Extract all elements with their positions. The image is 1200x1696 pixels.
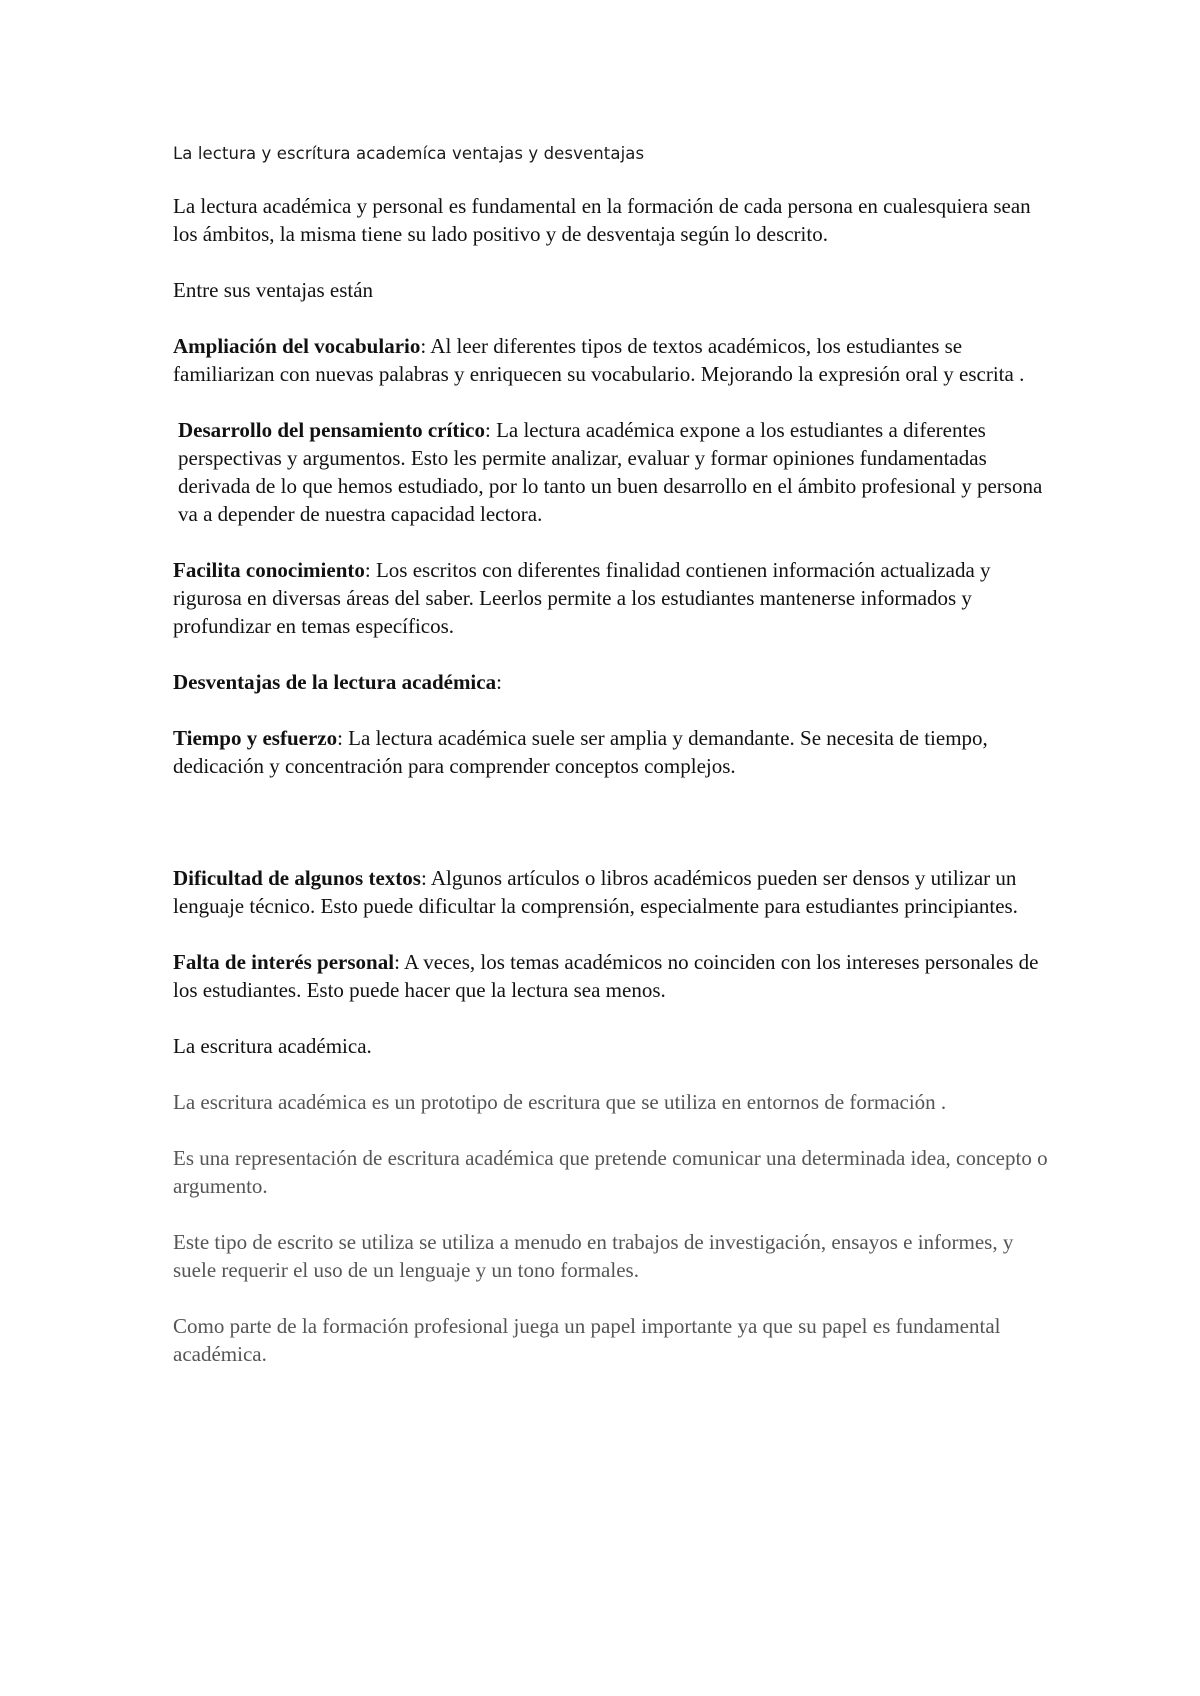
writing-paragraph: La escritura académica es un prototipo de escritura que se utiliza en entornos de formación . bbox=[173, 1090, 947, 1114]
writing-heading: La escritura académica. bbox=[173, 1034, 372, 1058]
document-body bbox=[173, 140, 1053, 1396]
disadvantage-text: : La lectura académica suele ser amplia y demandante. Se necesita de tiempo, dedicación y concentración para comprender conceptos complejos. bbox=[173, 726, 988, 778]
writing-paragraph: Como parte de la formación profesional juega un papel importante ya que su papel es fundamental académica. bbox=[173, 1314, 1001, 1366]
advantage-text: : Al leer diferentes tipos de textos académicos, los estudiantes se familiarizan con nuevas palabras y enriquecen su vocabulario. Mejorando la expresión oral y escrita . bbox=[173, 334, 1025, 386]
advantages-heading: Entre sus ventajas están bbox=[173, 278, 374, 302]
advantage-term: Facilita conocimiento bbox=[173, 558, 365, 582]
disadvantages-heading-term: Desventajas de la lectura académica bbox=[173, 670, 497, 694]
advantage-critical-thinking bbox=[173, 416, 1053, 528]
writing-paragraph: Es una representación de escritura académica que pretende comunicar una determinada idea, concepto o argumento. bbox=[173, 1146, 1048, 1198]
disadvantage-difficult-texts bbox=[173, 864, 1053, 920]
disadvantage-term: Tiempo y esfuerzo bbox=[173, 726, 338, 750]
intro-paragraph: La lectura académica y personal es fundamental en la formación de cada persona en cualesquiera sean los ámbitos, la misma tiene su lado positivo y de desventaja según lo descrito. bbox=[173, 194, 1031, 246]
disadvantage-lack-of-interest bbox=[173, 948, 1053, 1004]
document-title: La lectura y escrítura academíca ventajas y desventajas bbox=[173, 144, 645, 163]
disadvantage-text: : Algunos artículos o libros académicos pueden ser densos y utilizar un lenguaje técnico. Esto puede dificultar la comprensión, especialmente para estudiantes principiantes. bbox=[173, 866, 1018, 918]
disadvantages-heading bbox=[173, 668, 1053, 696]
advantage-knowledge bbox=[173, 556, 1053, 640]
disadvantage-term: Falta de interés personal bbox=[173, 950, 395, 974]
advantage-vocabulary bbox=[173, 332, 1053, 388]
writing-paragraph: Este tipo de escrito se utiliza se utiliza a menudo en trabajos de investigación, ensayos e informes, y suele requerir el uso de un lenguaje y un tono formales. bbox=[173, 1230, 1014, 1282]
advantage-term: Ampliación del vocabulario bbox=[173, 334, 421, 358]
disadvantages-heading-suffix: : bbox=[496, 670, 502, 694]
disadvantage-term: Dificultad de algunos textos bbox=[173, 866, 421, 890]
advantage-text: : Los escritos con diferentes finalidad contienen información actualizada y rigurosa en diversas áreas del saber. Leerlos permite a los estudiantes mantenerse informados y profundizar en temas específicos. bbox=[173, 558, 991, 638]
advantage-text: : La lectura académica expone a los estudiantes a diferentes perspectivas y argumentos. Esto les permite analizar, evaluar y formar opiniones fundamentadas derivada de lo que hemos estudiado, por lo tanto un buen desarrollo en el ámbito profesional y persona va a depender de nuestra capacidad lectora. bbox=[178, 418, 1043, 526]
disadvantage-text: : A veces, los temas académicos no coinciden con los intereses personales de los estudiantes. Esto puede hacer que la lectura sea menos. bbox=[173, 950, 1039, 1002]
advantage-term: Desarrollo del pensamiento crítico bbox=[178, 418, 485, 442]
disadvantage-time-effort bbox=[173, 724, 1053, 780]
